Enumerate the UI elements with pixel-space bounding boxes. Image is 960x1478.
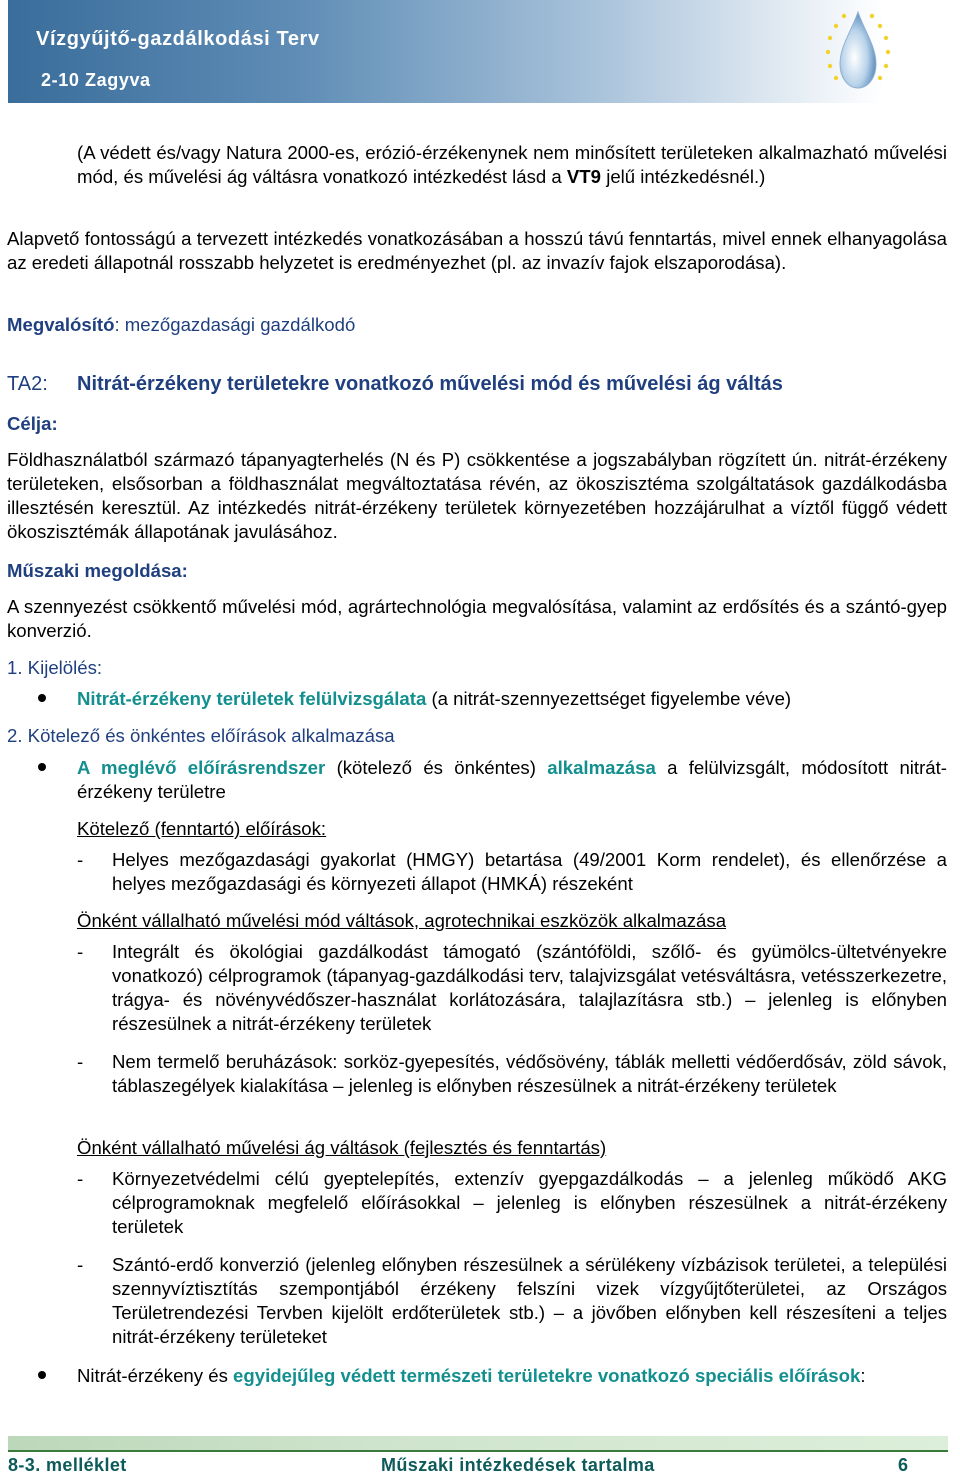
bullet-protected-areas: Nitrát-érzékeny és egyidejűleg védett természeti területekre vonatkozó speciális előírások: xyxy=(77,1365,866,1386)
header-subtitle: 2-10 Zagyva xyxy=(41,70,151,90)
subheading-mandatory: Kötelező (fenntartó) előírások: xyxy=(77,818,327,839)
goal-label: Célja: xyxy=(7,413,58,434)
measure-code: TA2: xyxy=(7,373,48,395)
bullet-marker xyxy=(38,694,46,702)
bullet-marker xyxy=(38,1371,46,1379)
technical-solution-text: A szennyezést csökkentő művelési mód, agrártechnológia megvalósítása, valamint az erdősítés és a szántó-gyep konverzió. xyxy=(7,596,947,641)
implementer-value: : mezőgazdasági gazdálkodó xyxy=(114,314,356,335)
landuse-item-grassland: Környezetvédelmi célú gyeptelepítés, extenzív gyepgazdálkodás – a jelenleg működő AKG célprogramoknak megfelelő előírásokkal – jelenleg is előnyben részesülnek a nitrát-érzékeny területek xyxy=(112,1168,947,1237)
dash-marker: - xyxy=(77,1168,84,1189)
dash-marker: - xyxy=(77,941,84,962)
landuse-item-forest: Szántó-erdő konverzió (jelenleg előnyben részesülnek a sérülékeny vízbázisok területei, a települési szennyvíztisztítás szempontjából érzékeny felszíni vizek vízgyűjtőterületei, az Országos Területrendezési Tervben kijelölt erdőterületek stb.) – a jövőben előnyben kell részesíteni a teljes nitrát-érzékeny területeket xyxy=(112,1254,947,1347)
voluntary-item-integrated: Integrált és ökológiai gazdálkodást támogató (szántóföldi, szőlő- és gyümölcs-ültetvényekre vonatkozó) célprogramok (tápanyag-gazdálkodási terv, talajvizsgálat vetésváltásra, vetésszerkezetre, trágya- és növényvédőszer-használat korlátozására, talajlazításra stb.) – jelenleg is előnyben részesülnek a nitrát-érzékeny területek xyxy=(112,941,947,1034)
implementer-line xyxy=(7,313,947,337)
footer-annex: 8-3. melléklet xyxy=(8,1455,127,1475)
footer-divider xyxy=(8,1450,948,1452)
dash-marker: - xyxy=(77,849,84,870)
bullet-marker xyxy=(38,763,46,771)
header-title: Vízgyűjtő-gazdálkodási Terv xyxy=(36,28,320,50)
footer-section-title: Műszaki intézkedések tartalma xyxy=(381,1455,655,1475)
regulations-label: 2. Kötelező és önkéntes előírások alkalmazása xyxy=(7,725,395,746)
dash-marker: - xyxy=(77,1254,84,1275)
paragraph-maintenance: Alapvető fontosságú a tervezett intézkedés vonatkozásában a hosszú távú fenntartás, mivel ennek elhanyagolása az eredeti állapotnál rosszabb helyzetet is eredményezhet (pl. az invazív fajok elszaporodása). xyxy=(7,228,947,273)
footer-bar xyxy=(8,1436,948,1450)
page-number: 6 xyxy=(898,1455,909,1475)
implementer-label: Megvalósító xyxy=(7,314,115,335)
bullet-existing-rules: A meglévő előírásrendszer (kötelező és önkéntes) alkalmazása a felülvizsgált, módosított nitrát-érzékeny területre xyxy=(77,757,947,802)
subheading-voluntary-methods: Önként vállalható művelési mód váltások, agrotechnikai eszközök alkalmazása xyxy=(77,910,727,931)
water-drop-logo-icon xyxy=(822,4,894,96)
measure-heading xyxy=(7,372,947,396)
technical-solution-label: Műszaki megoldása: xyxy=(7,560,188,581)
mandatory-item-hmgy: Helyes mezőgazdasági gyakorlat (HMGY) betartása (49/2001 Korm rendelet), és ellenőrzése a helyes mezőgazdasági és környezeti állapot (HMKÁ) részeként xyxy=(112,849,947,894)
designation-label: 1. Kijelölés: xyxy=(7,657,103,678)
goal-text: Földhasználatból származó tápanyagterhelés (N és P) csökkentése a jogszabályban rögzített ún. nitrát-érzékeny területeken, elsősorban a földhasználat megváltoztatása révén, az ökoszisztéma szolgáltatások gazdálkodásba illesztésén keresztül. Az intézkedés nitrát-érzékeny területek környezetében hozzájárulhat a víztől függő védett ökoszisztémák állapotának javulásához. xyxy=(7,449,947,542)
page-header xyxy=(8,0,959,103)
dash-marker: - xyxy=(77,1051,84,1072)
subheading-voluntary-landuse: Önként vállalható művelési ág váltások (fejlesztés és fenntartás) xyxy=(77,1137,607,1158)
paragraph-natura: (A védett és/vagy Natura 2000-es, erózió-érzékenynek nem minősített területeken alkalmazható művelési mód, és művelési ág váltásra vonatkozó intézkedést lásd a VT9 jelű intézkedésnél.) xyxy=(77,142,947,187)
measure-ref-vt9: VT9 xyxy=(566,166,602,187)
voluntary-item-investments: Nem termelő beruházások: sorköz-gyepesítés, védősövény, táblák melletti védőerdősáv, zöld sávok, táblaszegélyek kialakítása – jelenleg is előnyben részesülnek a nitrát-érzékeny területek xyxy=(112,1051,947,1096)
measure-title: Nitrát-érzékeny területekre vonatkozó művelési mód és művelési ág váltás xyxy=(77,373,783,395)
bullet-review: Nitrát-érzékeny területek felülvizsgálata (a nitrát-szennyezettséget figyelembe véve) xyxy=(77,688,792,709)
